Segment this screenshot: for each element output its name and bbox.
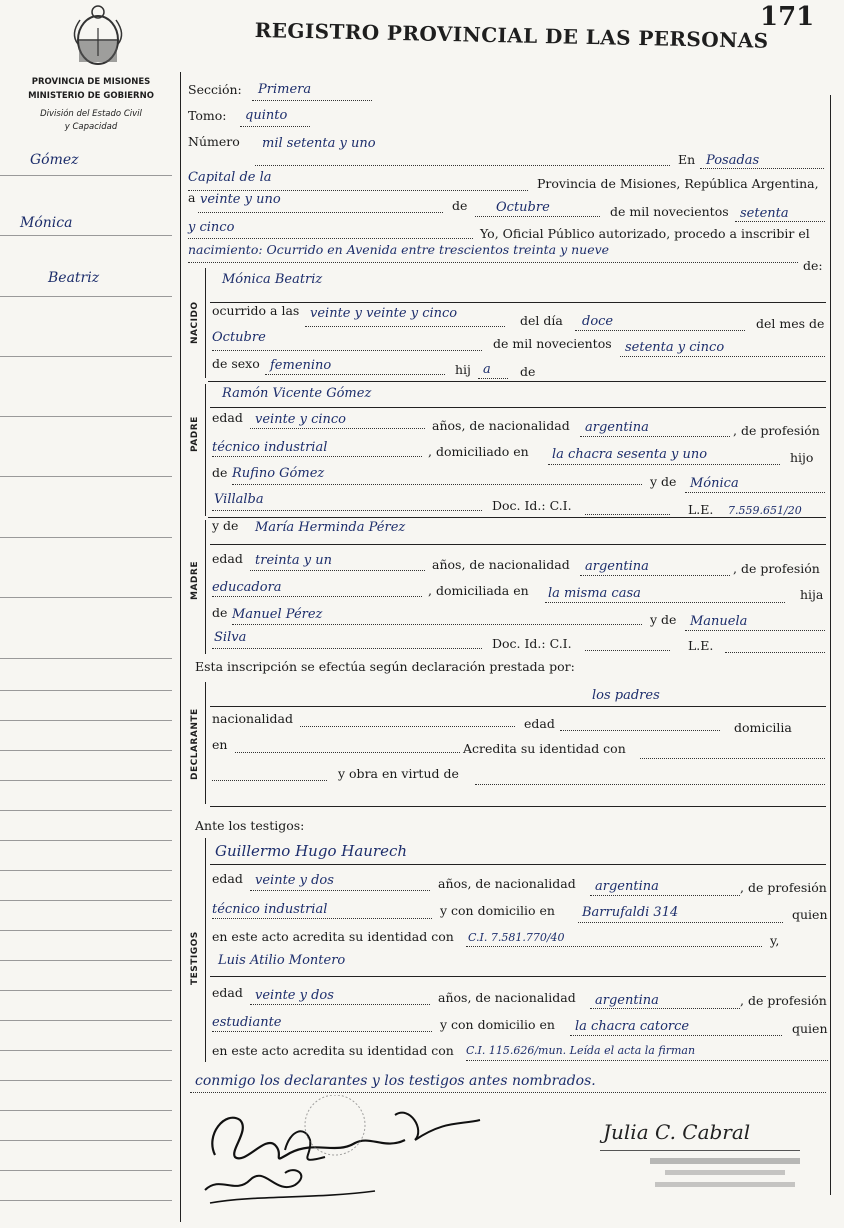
testigo1-prof-value: técnico industrial — [212, 902, 328, 917]
declarante-dom-label: domicilia — [734, 720, 792, 735]
del-dia-label: del día — [520, 313, 563, 328]
nacido-section-label: NACIDO — [190, 301, 200, 344]
padre-nac-value: argentina — [585, 420, 649, 435]
padre-section-label: PADRE — [190, 416, 200, 452]
en-label: En — [678, 152, 696, 167]
official-stamp-icon — [640, 1152, 810, 1197]
seccion-label: Sección: — [188, 82, 242, 97]
padre-padre-value: Rufino Gómez — [232, 466, 325, 481]
fecha-mes-value: Octubre — [496, 200, 550, 215]
madre-hija-label: hija — [800, 587, 824, 602]
testigo1-dom-value: Barrufaldi 314 — [582, 905, 679, 920]
nacido-anio-value: setenta y cinco — [625, 340, 725, 355]
testigo1-y-label: y, — [770, 933, 780, 948]
fecha-dia-value: veinte y uno — [200, 192, 281, 207]
declarante-edad-label: edad — [524, 716, 555, 731]
testigo2-nac-value: argentina — [595, 993, 659, 1008]
nacido-mil-label: de mil novecientos — [493, 336, 612, 351]
declarante-por-value: los padres — [592, 688, 660, 703]
hora-value: veinte y veinte y cinco — [310, 306, 458, 321]
madre-madre-value2: Silva — [214, 630, 247, 645]
margin-nombre1: Mónica — [20, 215, 73, 231]
main-right-border — [830, 95, 831, 1195]
document-title: REGISTRO PROVINCIAL DE LAS PERSONAS — [254, 18, 769, 53]
padre-dom-label: , domiciliado en — [428, 444, 529, 459]
testigo2-nac-label: años, de nacionalidad — [438, 990, 576, 1005]
testigo1-acredita-value: C.I. 7.581.770/40 — [468, 931, 565, 944]
madre-padre-value: Manuel Pérez — [232, 607, 323, 622]
madre-nac-value: argentina — [585, 559, 649, 574]
testigo1-dom-label: y con domicilio en — [440, 903, 555, 918]
nacido-nombre: Mónica Beatriz — [222, 272, 323, 287]
padre-prof-label: , de profesión — [733, 423, 820, 438]
madre-edad-value: treinta y un — [255, 553, 332, 568]
testigo2-nombre: Luis Atilio Montero — [218, 953, 346, 968]
mil-label: de mil novecientos — [610, 204, 729, 219]
coat-of-arms-icon — [68, 4, 128, 68]
testigo1-prof-label: , de profesión — [740, 880, 827, 895]
testigo1-nombre: Guillermo Hugo Haurech — [215, 842, 408, 860]
testigo2-quien-label: quien — [792, 1021, 828, 1036]
nacimiento-de-label: de: — [803, 258, 823, 273]
sexo-value: femenino — [270, 358, 332, 373]
madre-nombre: María Herminda Pérez — [255, 520, 406, 535]
testigo2-edad-label: edad — [212, 985, 243, 1000]
tomo-value: quinto — [245, 108, 288, 123]
testigo2-acredita-value: C.I. 115.626/mun. Leída el acta la firman — [466, 1044, 696, 1057]
madre-dom-label: , domiciliada en — [428, 583, 529, 598]
padre-edad-value: veinte y cinco — [255, 412, 347, 427]
header-provincia: PROVINCIA DE MISIONES — [31, 77, 151, 87]
testigo1-acredita-label: en este acto acredita su identidad con — [212, 929, 454, 944]
declarante-obra-label: y obra en virtud de — [338, 766, 459, 781]
hij-value: a — [483, 362, 491, 377]
testigos-section-label: TESTIGOS — [190, 931, 200, 985]
signatures-left-icon — [195, 1095, 495, 1210]
declarante-intro: Esta inscripción se efectúa según declaración prestada por: — [195, 659, 575, 674]
madre-le-label: L.E. — [688, 638, 714, 653]
declarante-section-label: DECLARANTE — [190, 708, 200, 780]
madre-nac-label: años, de nacionalidad — [432, 557, 570, 572]
padre-doc-label: Doc. Id.: C.I. — [492, 498, 572, 513]
madre-prof-value: educadora — [212, 580, 282, 595]
madre-madre-value: Manuela — [690, 614, 748, 629]
nacido-dia-value: doce — [582, 314, 614, 329]
padre-edad-label: edad — [212, 410, 243, 425]
fecha-anio-value2: y cinco — [188, 220, 235, 235]
header-division: División del Estado Civil — [40, 109, 142, 119]
madre-y-de-label: y de — [212, 518, 239, 533]
padre-nombre: Ramón Vicente Gómez — [222, 386, 372, 401]
header-ministerio: MINISTERIO DE GOBIERNO — [28, 91, 154, 101]
madre-de-label: de — [212, 605, 228, 620]
madre-prof-label: , de profesión — [733, 561, 820, 576]
testigo2-dom-label: y con domicilio en — [440, 1017, 555, 1032]
testigo2-prof-label: , de profesión — [740, 993, 827, 1008]
header-capacidad: y Capacidad — [64, 122, 118, 132]
yo-text: Yo, Oficial Público autorizado, procedo a inscribir el — [480, 226, 810, 241]
hij-de-label: de — [520, 364, 536, 379]
testigo2-prof-value: estudiante — [212, 1015, 282, 1030]
testigo2-dom-value: la chacra catorce — [575, 1019, 690, 1034]
a-label: a — [188, 190, 196, 205]
testigo2-edad-value: veinte y dos — [255, 988, 334, 1003]
declarante-nac-label: nacionalidad — [212, 711, 293, 726]
madre-dom-value: la misma casa — [548, 586, 641, 601]
nacido-mes-value: Octubre — [212, 330, 266, 345]
testigo1-nac-label: años, de nacionalidad — [438, 876, 576, 891]
padre-madre-value2: Villalba — [214, 492, 264, 507]
padre-dom-value: la chacra sesenta y uno — [552, 447, 708, 462]
official-signature: Julia C. Cabral — [603, 1120, 751, 1144]
page-number: 171 — [760, 2, 815, 32]
testigo1-edad-value: veinte y dos — [255, 873, 334, 888]
fecha-anio-value: setenta — [740, 206, 789, 221]
padre-hijo-label: hijo — [790, 450, 814, 465]
testigo2-acredita-label: en este acto acredita su identidad con — [212, 1043, 454, 1058]
en-value: Posadas — [706, 153, 760, 168]
fecha-de-label: de — [452, 198, 468, 213]
padre-nac-label: años, de nacionalidad — [432, 418, 570, 433]
madre-doc-label: Doc. Id.: C.I. — [492, 636, 572, 651]
margin-nombre2: Beatriz — [48, 270, 100, 286]
declarante-acredita-label: Acredita su identidad con — [463, 741, 626, 756]
numero-value: mil setenta y uno — [262, 136, 376, 151]
padre-le-value: 7.559.651/20 — [728, 504, 802, 517]
padre-prof-value: técnico industrial — [212, 440, 328, 455]
provincia-text: Provincia de Misiones, República Argentina, — [537, 176, 819, 191]
madre-section-label: MADRE — [190, 561, 200, 600]
madre-y-de2-label: y de — [650, 612, 677, 627]
margin-apellido: Gómez — [30, 152, 79, 168]
testigos-ante-label: Ante los testigos: — [195, 818, 305, 833]
padre-de-label: de — [212, 465, 228, 480]
hij-label: hij — [455, 362, 471, 377]
numero-label: Número — [188, 134, 240, 149]
testigo1-nac-value: argentina — [595, 879, 659, 894]
padre-le-label: L.E. — [688, 502, 714, 517]
tomo-label: Tomo: — [188, 108, 227, 123]
testigo1-quien-label: quien — [792, 907, 828, 922]
closing-text: conmigo los declarantes y los testigos antes nombrados. — [195, 1073, 596, 1089]
declarante-en-label: en — [212, 737, 228, 752]
madre-edad-label: edad — [212, 551, 243, 566]
testigo1-edad-label: edad — [212, 871, 243, 886]
nacimiento-value: nacimiento: Ocurrido en Avenida entre trescientos treinta y nueve — [188, 242, 610, 257]
capital-value: Capital de la — [188, 170, 272, 185]
seccion-value: Primera — [258, 82, 312, 97]
main-left-border — [180, 72, 181, 1222]
padre-madre-value: Mónica — [690, 476, 739, 491]
sexo-label: de sexo — [212, 356, 260, 371]
del-mes-label: del mes de — [756, 316, 825, 331]
padre-y-de-label: y de — [650, 474, 677, 489]
ocurrido-label: ocurrido a las — [212, 303, 300, 318]
